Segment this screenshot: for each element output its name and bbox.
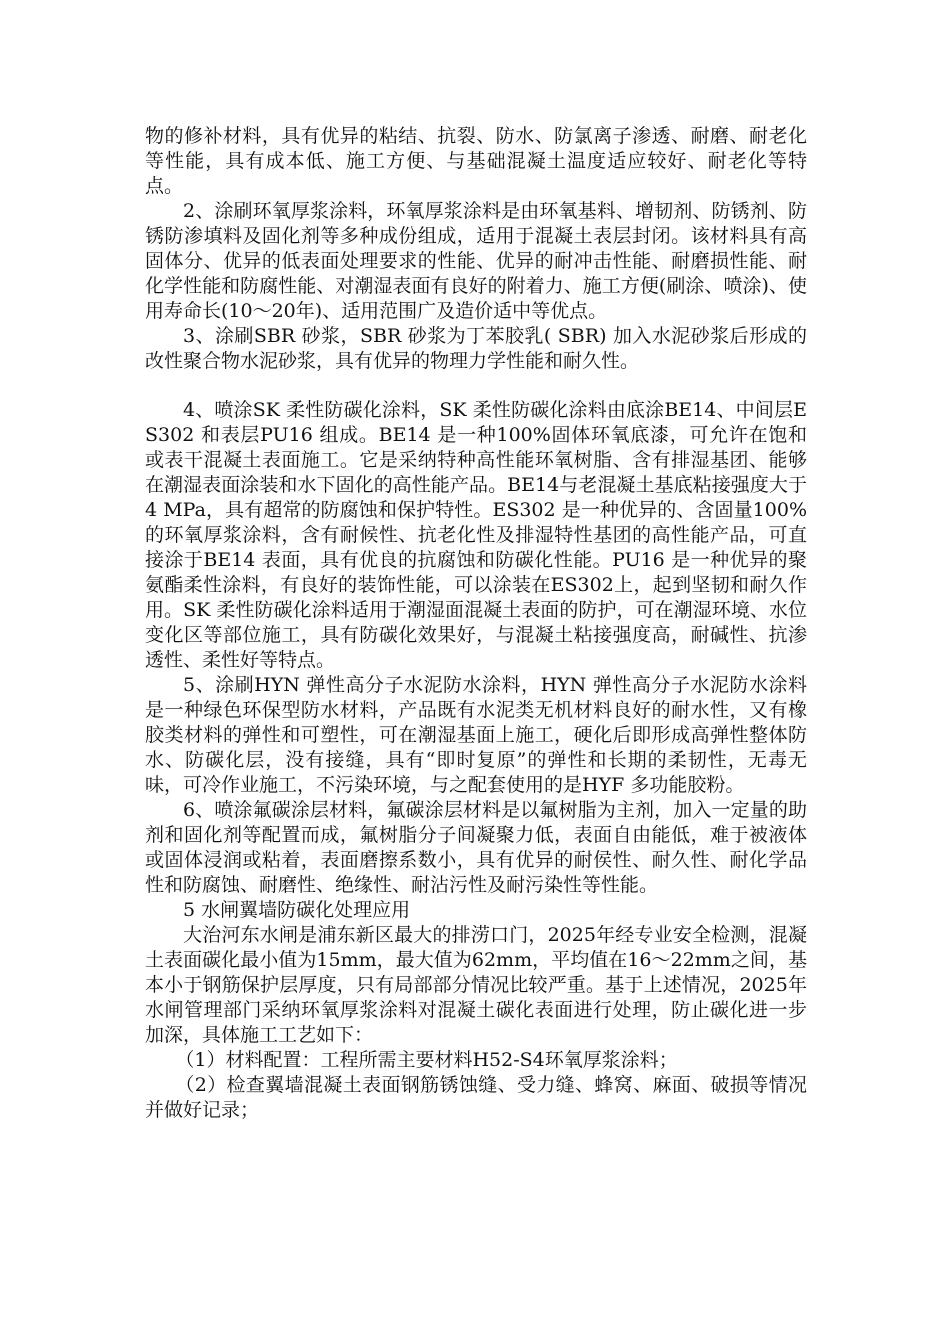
paragraph-item-3: 3、涂刷SBR 砂浆，SBR 砂浆为丁苯胶乳( SBR) 加入水泥砂浆后形成的改性聚合物水泥砂浆，具有优异的物理力学性能和耐久性。 <box>145 325 807 372</box>
paragraph-continuation: 物的修补材料，具有优异的粘结、抗裂、防水、防氯离子渗透、耐磨、耐老化等性能，具有成本低、施工方便、与基础混凝土温度适应较好、耐老化等特点。 <box>145 125 807 197</box>
paragraph-item-4: 4、喷涂SK 柔性防碳化涂料，SK 柔性防碳化涂料由底涂BE14、中间层ES302 和表层PU16 组成。BE14 是一种100%固体环氧底漆，可允许在饱和或表干混凝土表面施工。它是采纳特种高性能环氧树脂、含有排湿基团、能够在潮湿表面涂装和水下固化的高性能产品。BE14与老混凝土基底粘接强度大于4 MPa，具有超常的防腐蚀和保护特性。ES302 是一种优异的、含固量100%的环氧厚浆涂料，含有耐候性、抗老化性及排湿特性基团的高性能产品，可直接涂于BE14 表面，具有优良的抗腐蚀和防碳化性能。PU16 是一种优异的聚氨酯柔性涂料，有良好的装饰性能，可以涂装在ES302上，起到坚韧和耐久作用。SK 柔性防碳化涂料适用于潮湿面混凝土表面的防护，可在潮湿环境、水位变化区等部位施工，具有防碳化效果好，与混凝土粘接强度高，耐碱性、抗渗透性、柔性好等特点。 <box>145 399 807 671</box>
paragraph-step-1: （1）材料配置：工程所需主要材料H52-S4环氧厚浆涂料； <box>175 1049 678 1071</box>
document-page <box>145 124 807 1123</box>
paragraph-application: 大治河东水闸是浦东新区最大的排涝口门，2025年经专业安全检测，混凝土表面碳化最小值为15mm，最大值为62mm，平均值在16～22mm之间，基本小于钢筋保护层厚度，只有局部部分情况比较严重。基于上述情况，2025年水闸管理部门采纳环氧厚浆涂料对混凝土碳化表面进行处理，防止碳化进一步加深，具体施工工艺如下： <box>145 924 807 1046</box>
paragraph-item-6: 6、喷涂氟碳涂层材料，氟碳涂层材料是以氟树脂为主剂，加入一定量的助剂和固化剂等配置而成，氟树脂分子间凝聚力低，表面自由能低，难于被液体或固体浸润或粘着，表面磨擦系数小，具有优异的耐侯性、耐久性、耐化学品性和防腐蚀、耐磨性、绝缘性、耐沾污性及耐污染性等性能。 <box>145 799 807 896</box>
paragraph-step-2: （2）检查翼墙混凝土表面钢筋锈蚀缝、受力缝、蜂窝、麻面、破损等情况并做好记录； <box>145 1074 807 1121</box>
paragraph-item-2: 2、涂刷环氧厚浆涂料，环氧厚浆涂料是由环氧基料、增韧剂、防锈剂、防锈防渗填料及固化剂等多种成份组成，适用于混凝土表层封闭。该材料具有高固体分、优异的低表面处理要求的性能、优异的耐冲击性能、耐磨损性能、耐化学性能和防腐性能、对潮湿表面有良好的附着力、施工方便(刷涂、喷涂)、使用寿命长(10～20年)、适用范围广及造价适中等优点。 <box>145 200 807 322</box>
paragraph-item-5: 5、涂刷HYN 弹性高分子水泥防水涂料，HYN 弹性高分子水泥防水涂料是一种绿色环保型防水材料，产品既有水泥类无机材料良好的耐水性，又有橡胶类材料的弹性和可塑性，可在潮湿基面上施工，硬化后即形成高弹性整体防水、防碳化层，没有接缝，具有“即时复原”的弹性和长期的柔韧性，无毒无味，可冷作业施工，不污染环境，与之配套使用的是HYF 多功能胶粉。 <box>145 674 807 796</box>
section-heading: 5 水闸翼墙防碳化处理应用 <box>183 899 411 921</box>
